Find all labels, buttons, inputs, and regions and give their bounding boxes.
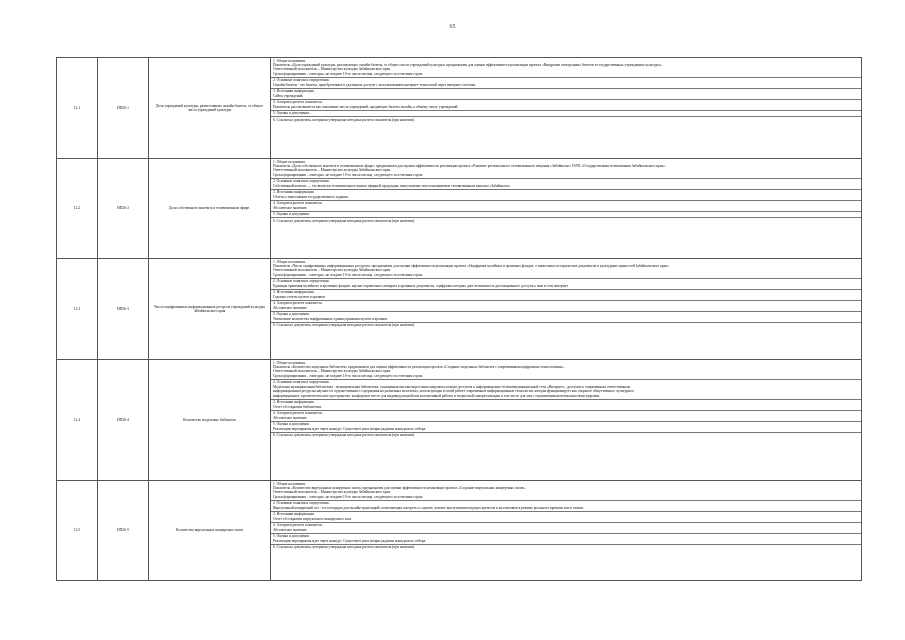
section-text: Ответственный исполнитель – Министерство культуры Забайкальского края.	[273, 67, 391, 72]
table-row	[57, 159, 862, 259]
methodology-section	[271, 360, 861, 380]
section-text: Абсолютное значение.	[273, 415, 308, 420]
section-text: Сроки формирования – ежегодно, не позднее 10-го числа месяца, следующего за отчетным годом.	[273, 272, 424, 277]
section-heading: 5. Оценка и допущения.	[273, 534, 310, 539]
table-body	[57, 58, 862, 581]
section-heading: 1. Общие положения.	[273, 58, 306, 63]
table-row	[57, 58, 862, 159]
section-text: Сроки формирования – ежегодно, не позднее 10-го числа месяца, следующего за отчетным годом.	[273, 71, 424, 76]
section-text: Модельная муниципальная библиотека - муниципальная библиотека, оснащенная высокоскоростным широкополосным доступом к информационно-телекоммуникационной сети «Интернет», доступом к современным отечественным	[273, 384, 631, 389]
methodology-section	[271, 422, 861, 433]
section-text: Онлайн-билеты - это билеты, приобретенные в удаленном доступе с использованием интернет-технологий через интернет-системы.	[273, 82, 476, 87]
section-heading: 1. Общие положения.	[273, 159, 306, 164]
section-heading: 3. Источники информации.	[273, 290, 315, 295]
indicator-name: Количество модельных библиотек	[149, 360, 271, 481]
section-text: Показатель «Число оцифрованных информационных ресурсов» предназначен для оценки эффективности реализации проекта «Оцифровка музейных и архивных фондов, а также иных исторических документов и культурных ценностей Забайкальского края».	[273, 264, 670, 268]
section-heading: 4. Алгоритм расчета показателя.	[273, 100, 323, 105]
section-heading: 2. Основные понятия и определения.	[273, 380, 330, 385]
methodology-section	[271, 212, 861, 219]
section-text: Виртуальный концертный зал - это площадка для онлайн-трансляций, позволяющая смотреть и слушать лучших выступления ведущих артистов и коллективов в режиме реального времени или в записи.	[273, 505, 585, 510]
methodology-section	[271, 58, 861, 78]
indicator-code: НП26-1	[98, 58, 149, 159]
indicator-name: Число оцифрованных информационных ресурсов учреждений культуры Забайкальского края	[149, 259, 271, 360]
section-heading: 6. Ссылки на документы, которыми утверждена методика расчета показателя (при наличии).	[273, 323, 415, 328]
section-text: Сроки формирования – ежегодно, не позднее 10-го числа месяца, следующего за отчетным годом.	[273, 373, 424, 378]
section-heading: 3. Источники информации.	[273, 400, 315, 405]
methodology-section	[271, 433, 861, 439]
section-heading: 6. Ссылки на документы, которыми утверждена методика расчета показателя (при наличии).	[273, 219, 415, 223]
section-heading: 5. Оценка и допущения.	[273, 212, 310, 217]
table-row	[57, 259, 862, 360]
page-number: 65	[449, 24, 456, 30]
methodology-section	[271, 100, 861, 111]
methodology-section	[271, 512, 861, 523]
indicator-code: НП26-4	[98, 360, 149, 481]
section-heading: 3. Источники информации.	[273, 89, 315, 94]
section-text: Отчет об открытии виртуального концертного зала.	[273, 516, 352, 521]
section-heading: 4. Алгоритм расчета показателя.	[273, 301, 323, 306]
indicator-methodology	[271, 481, 862, 581]
methodology-section	[271, 301, 861, 312]
indicator-methodology	[271, 58, 862, 159]
section-text: Сроки формирования – ежегодно, не позднее 10-го числа месяца, следующего за отчетным годом.	[273, 494, 424, 499]
section-heading: 6. Ссылки на документы, которыми утверждена методика расчета показателя (при наличии).	[273, 433, 415, 438]
methodology-section	[271, 111, 861, 118]
indicator-code: НП26-2	[98, 159, 149, 259]
section-heading: 4. Алгоритм расчета показателя.	[273, 523, 323, 528]
section-text: Ответственный исполнитель – Министерство культуры Забайкальского края.	[273, 490, 391, 495]
row-number: 12.5	[57, 481, 98, 581]
methodology-section	[271, 411, 861, 422]
table-row	[57, 481, 862, 581]
methodology-section	[271, 279, 861, 290]
section-text: Абсолютное значение.	[273, 527, 308, 532]
methodology-section	[271, 190, 861, 201]
indicator-methodology	[271, 259, 862, 360]
methodology-section	[271, 323, 861, 329]
section-text: Единицы хранения музейного и архивных фондов, научно-справочного аппарата в архивных документах, оцифровка которых дает возможность дистанционного доступа к ним в сети интернет.	[273, 283, 569, 288]
section-text: Абсолютное значение.	[273, 205, 308, 210]
methodology-section	[271, 201, 861, 212]
section-text: Сайты учреждений.	[273, 93, 304, 98]
section-text: Показатель «Доля учреждений культуры, реализующих онлайн-билеты, от общего числа учреждений культуры» предназначен для оценки эффективности реализации проекта «Внедрение электронных билетов в государственных учреждениях культуры».	[273, 63, 663, 67]
section-heading: 1. Общие положения.	[273, 360, 306, 365]
section-heading: 1. Общие положения.	[273, 259, 306, 264]
methodology-section	[271, 89, 861, 100]
section-heading: 5. Оценка и допущения.	[273, 312, 310, 317]
row-number: 12.3	[57, 259, 98, 360]
section-heading: 1. Общие положения.	[273, 481, 306, 486]
section-heading: 5. Оценка и допущения.	[273, 111, 310, 116]
section-heading: 2. Основные понятия и определения.	[273, 279, 330, 284]
row-number: 12.1	[57, 58, 98, 159]
section-text: Показатель «Доля собственного контента в телевизионном эфире» предназначен для оценки эффективности реализации проекта «Развитие регионального телевизионного вещания «Забайкалье» ГАУК «Государственная телекомпания Забайкальского края».	[273, 164, 666, 168]
row-number: 12.4	[57, 360, 98, 481]
methodology-section	[271, 523, 861, 534]
section-text: Ответственный исполнитель – Министерство культуры Забайкальского края.	[273, 168, 391, 173]
section-heading: 3. Источники информации.	[273, 190, 315, 195]
indicator-name: Доля учреждений культуры, разместивших онлайн-билеты, от общего числа учреждений культуры	[149, 58, 271, 159]
methodology-section	[271, 545, 861, 551]
section-text: информационное, просветительское пространство, комфортное место для индивидуальной или коллективной работы и творческой самореализации, в том числе для лиц с ограниченными возможностями здоровья.	[273, 393, 600, 398]
methodology-section	[271, 259, 861, 279]
section-text: Собственный контент — это выпуски телевизионного канала эфирной продукции, выпускаемые или показываемые телевизионным каналом «Забайкалье».	[273, 183, 512, 188]
section-text: информационным ресурсам научного и художественного содержания на различных носителях, использующая в своей работе современные информационные технологии, которая функционирует как открытое общественное, культурное,	[273, 389, 635, 394]
methodology-section	[271, 78, 861, 89]
methodology-section	[271, 218, 861, 224]
section-heading: 6. Ссылки на документы, которыми утверждена методика расчета показателя (при наличии).	[273, 118, 415, 122]
indicator-name: Количество виртуальных концертных залов	[149, 481, 271, 581]
section-text: Ответственный исполнитель – Министерство культуры Забайкальского края.	[273, 369, 391, 374]
methodology-section	[271, 501, 861, 512]
section-heading: 3. Источники информации.	[273, 512, 315, 517]
methodology-section	[271, 117, 861, 123]
section-text: Показатель «Количество виртуальных концертных залов» предназначен для оценки эффективности реализации проекта «Создание виртуальных концертных залов».	[273, 486, 527, 490]
table-row	[57, 360, 862, 481]
row-number: 12.2	[57, 159, 98, 259]
methodology-section	[271, 312, 861, 323]
methodology-section	[271, 380, 861, 400]
section-text: Отчет об открытии библиотеки.	[273, 404, 322, 409]
methodology-section	[271, 400, 861, 411]
section-text: Реализация мероприятия идет через конкурс. Существует риск неприсуждения конкурсного отбора.	[273, 426, 427, 431]
indicator-code: НП26-3	[98, 259, 149, 360]
section-text: Годовые отчеты музеев и архивов.	[273, 294, 326, 299]
section-heading: 4. Алгоритм расчета показателя.	[273, 411, 323, 416]
section-heading: 2. Основные понятия и определения.	[273, 78, 330, 83]
section-heading: 6. Ссылки на документы, которыми утверждена методика расчета показателя (при наличии).	[273, 545, 415, 550]
section-text: Показатель рассчитывается как отношение числа учреждений, продающих билеты онлайн, к общему числу учреждений.	[273, 104, 459, 109]
section-text: Сроки формирования – ежегодно, не позднее 10-го числа месяца, следующего за отчетным годом.	[273, 172, 424, 177]
section-heading: 2. Основные понятия и определения.	[273, 179, 330, 184]
indicator-methodology	[271, 360, 862, 481]
indicator-name: Доля собственного контента в телевизионном эфире.	[149, 159, 271, 259]
section-text: Ответственный исполнитель – Министерство культуры Забайкальского края.	[273, 268, 391, 273]
section-heading: 2. Основные понятия и определения.	[273, 501, 330, 506]
section-text: Показатель «Количество модельных библиотек» предназначен для оценки эффективности реализации проекта «Создание модельных библиотек с современными цифровыми технологиями».	[273, 365, 565, 369]
methodology-section	[271, 534, 861, 545]
methodology-section	[271, 179, 861, 190]
section-heading: 4. Алгоритм расчета показателя.	[273, 201, 323, 206]
section-text: Отчеты о выполнении государственного задания.	[273, 194, 349, 199]
indicators-table	[56, 57, 862, 581]
section-text: Реализация мероприятия идет через конкурс. Существует риск неприсуждения конкурсного отбора.	[273, 538, 427, 543]
methodology-section	[271, 290, 861, 301]
section-heading: 5. Оценка и допущения.	[273, 422, 310, 427]
methodology-section	[271, 159, 861, 179]
section-text: Увеличение количества оцифрованных единиц хранения музеев и архивов.	[273, 316, 388, 321]
section-text: Абсолютное значение.	[273, 305, 308, 310]
methodology-section	[271, 481, 861, 501]
indicator-methodology	[271, 159, 862, 259]
indicator-code: НП26-5	[98, 481, 149, 581]
